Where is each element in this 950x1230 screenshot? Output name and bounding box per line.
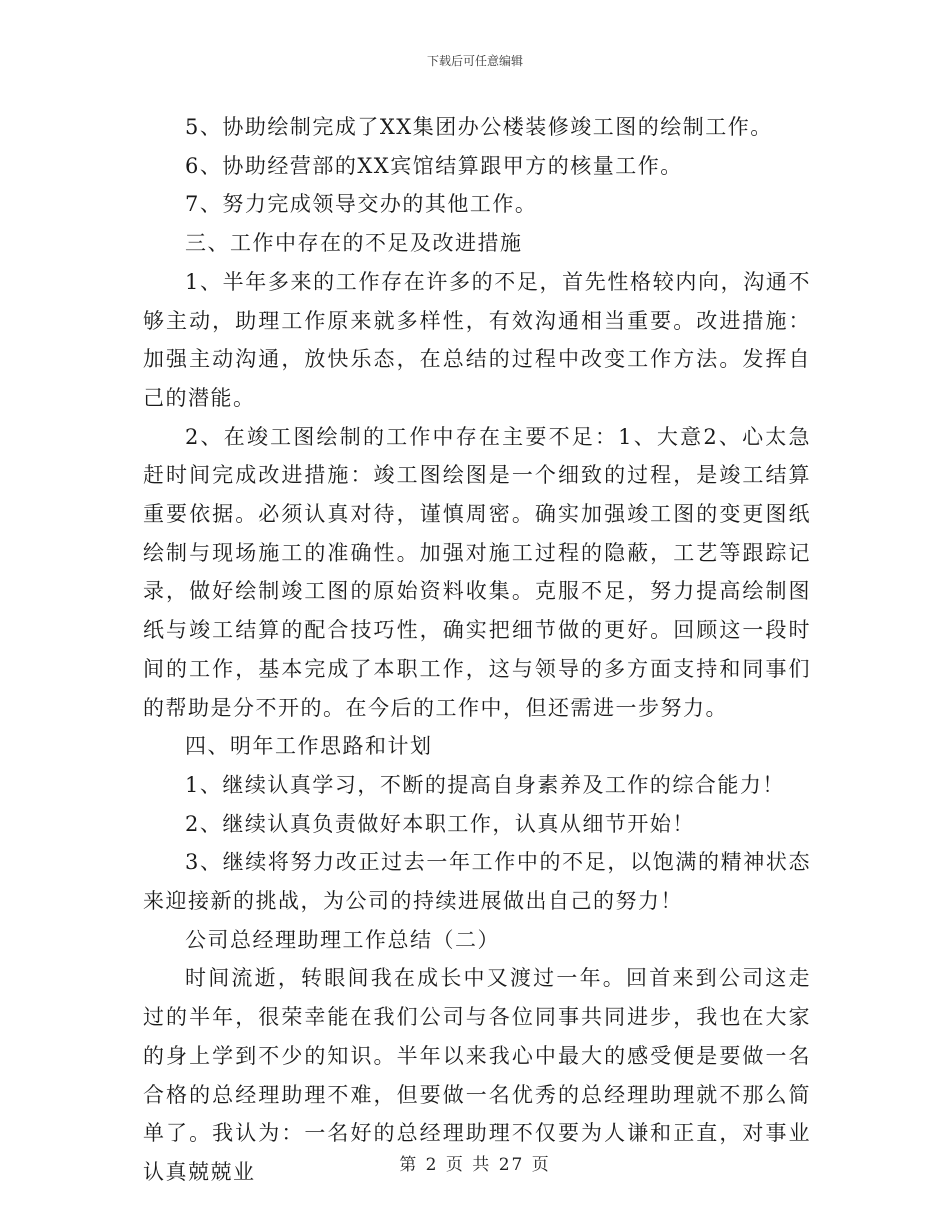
- section-heading-plan: 四、明年工作思路和计划: [185, 734, 433, 759]
- plan-item-3: 3、继续将努力改正过去一年工作中的不足，以饱满的精神状态来迎接新的挑战，为公司的持续进展做出自己的努力！: [143, 850, 811, 914]
- list-item-6: 6、协助经营部的XX宾馆结算跟甲方的核量工作。: [185, 153, 683, 178]
- section-heading-shortcomings: 三、工作中存在的不足及改进措施: [185, 231, 523, 256]
- paragraph-summary-intro: 时间流逝，转眼间我在成长中又渡过一年。回首来到公司这走过的半年，很荣幸能在我们公司与各位同事共同进步，我也在大家的身上学到不少的知识。半年以来我心中最大的感受便是要做一名合格的总经理助理不难，但要做一名优秀的总经理助理就不那么简单了。我认为：一名好的总经理助理不仅要为人谦和正直，对事业认真兢兢业: [143, 966, 811, 1184]
- document-body: [143, 108, 811, 1192]
- list-item-7: 7、努力完成领导交办的其他工作。: [185, 192, 538, 217]
- paragraph-shortcoming-1: 1、半年多来的工作存在许多的不足，首先性格较内向，沟通不够主动，助理工作原来就多样性，有效沟通相当重要。改进措施：加强主动沟通，放快乐态，在总结的过程中改变工作方法。发挥自己的潜能。: [143, 269, 811, 410]
- paragraph-shortcoming-2: 2、在竣工图绘制的工作中存在主要不足：1、大意2、心太急赶时间完成改进措施：竣工图绘图是一个细致的过程，是竣工结算重要依据。必须认真对待，谨慎周密。确实加强竣工图的变更图纸绘制与现场施工的准确性。加强对施工过程的隐蔽，工艺等跟踪记录，做好绘制竣工图的原始资料收集。克服不足，努力提高绘制图纸与竣工结算的配合技巧性，确实把细节做的更好。回顾这一段时间的工作，基本完成了本职工作，这与领导的多方面支持和同事们的帮助是分不开的。在今后的工作中，但还需进一步努力。: [143, 424, 811, 720]
- plan-item-2: 2、继续认真负责做好本职工作，认真从细节开始！: [185, 811, 695, 836]
- page-header: 下载后可任意编辑: [426, 54, 523, 68]
- section-title-summary-2: 公司总经理助理工作总结（二）: [185, 927, 500, 952]
- plan-item-1: 1、继续认真学习，不断的提高自身素养及工作的综合能力！: [185, 772, 785, 797]
- page-footer: 第 2 页 共 27 页: [399, 1155, 551, 1175]
- list-item-5: 5、协助绘制完成了XX集团办公楼装修竣工图的绘制工作。: [185, 115, 773, 139]
